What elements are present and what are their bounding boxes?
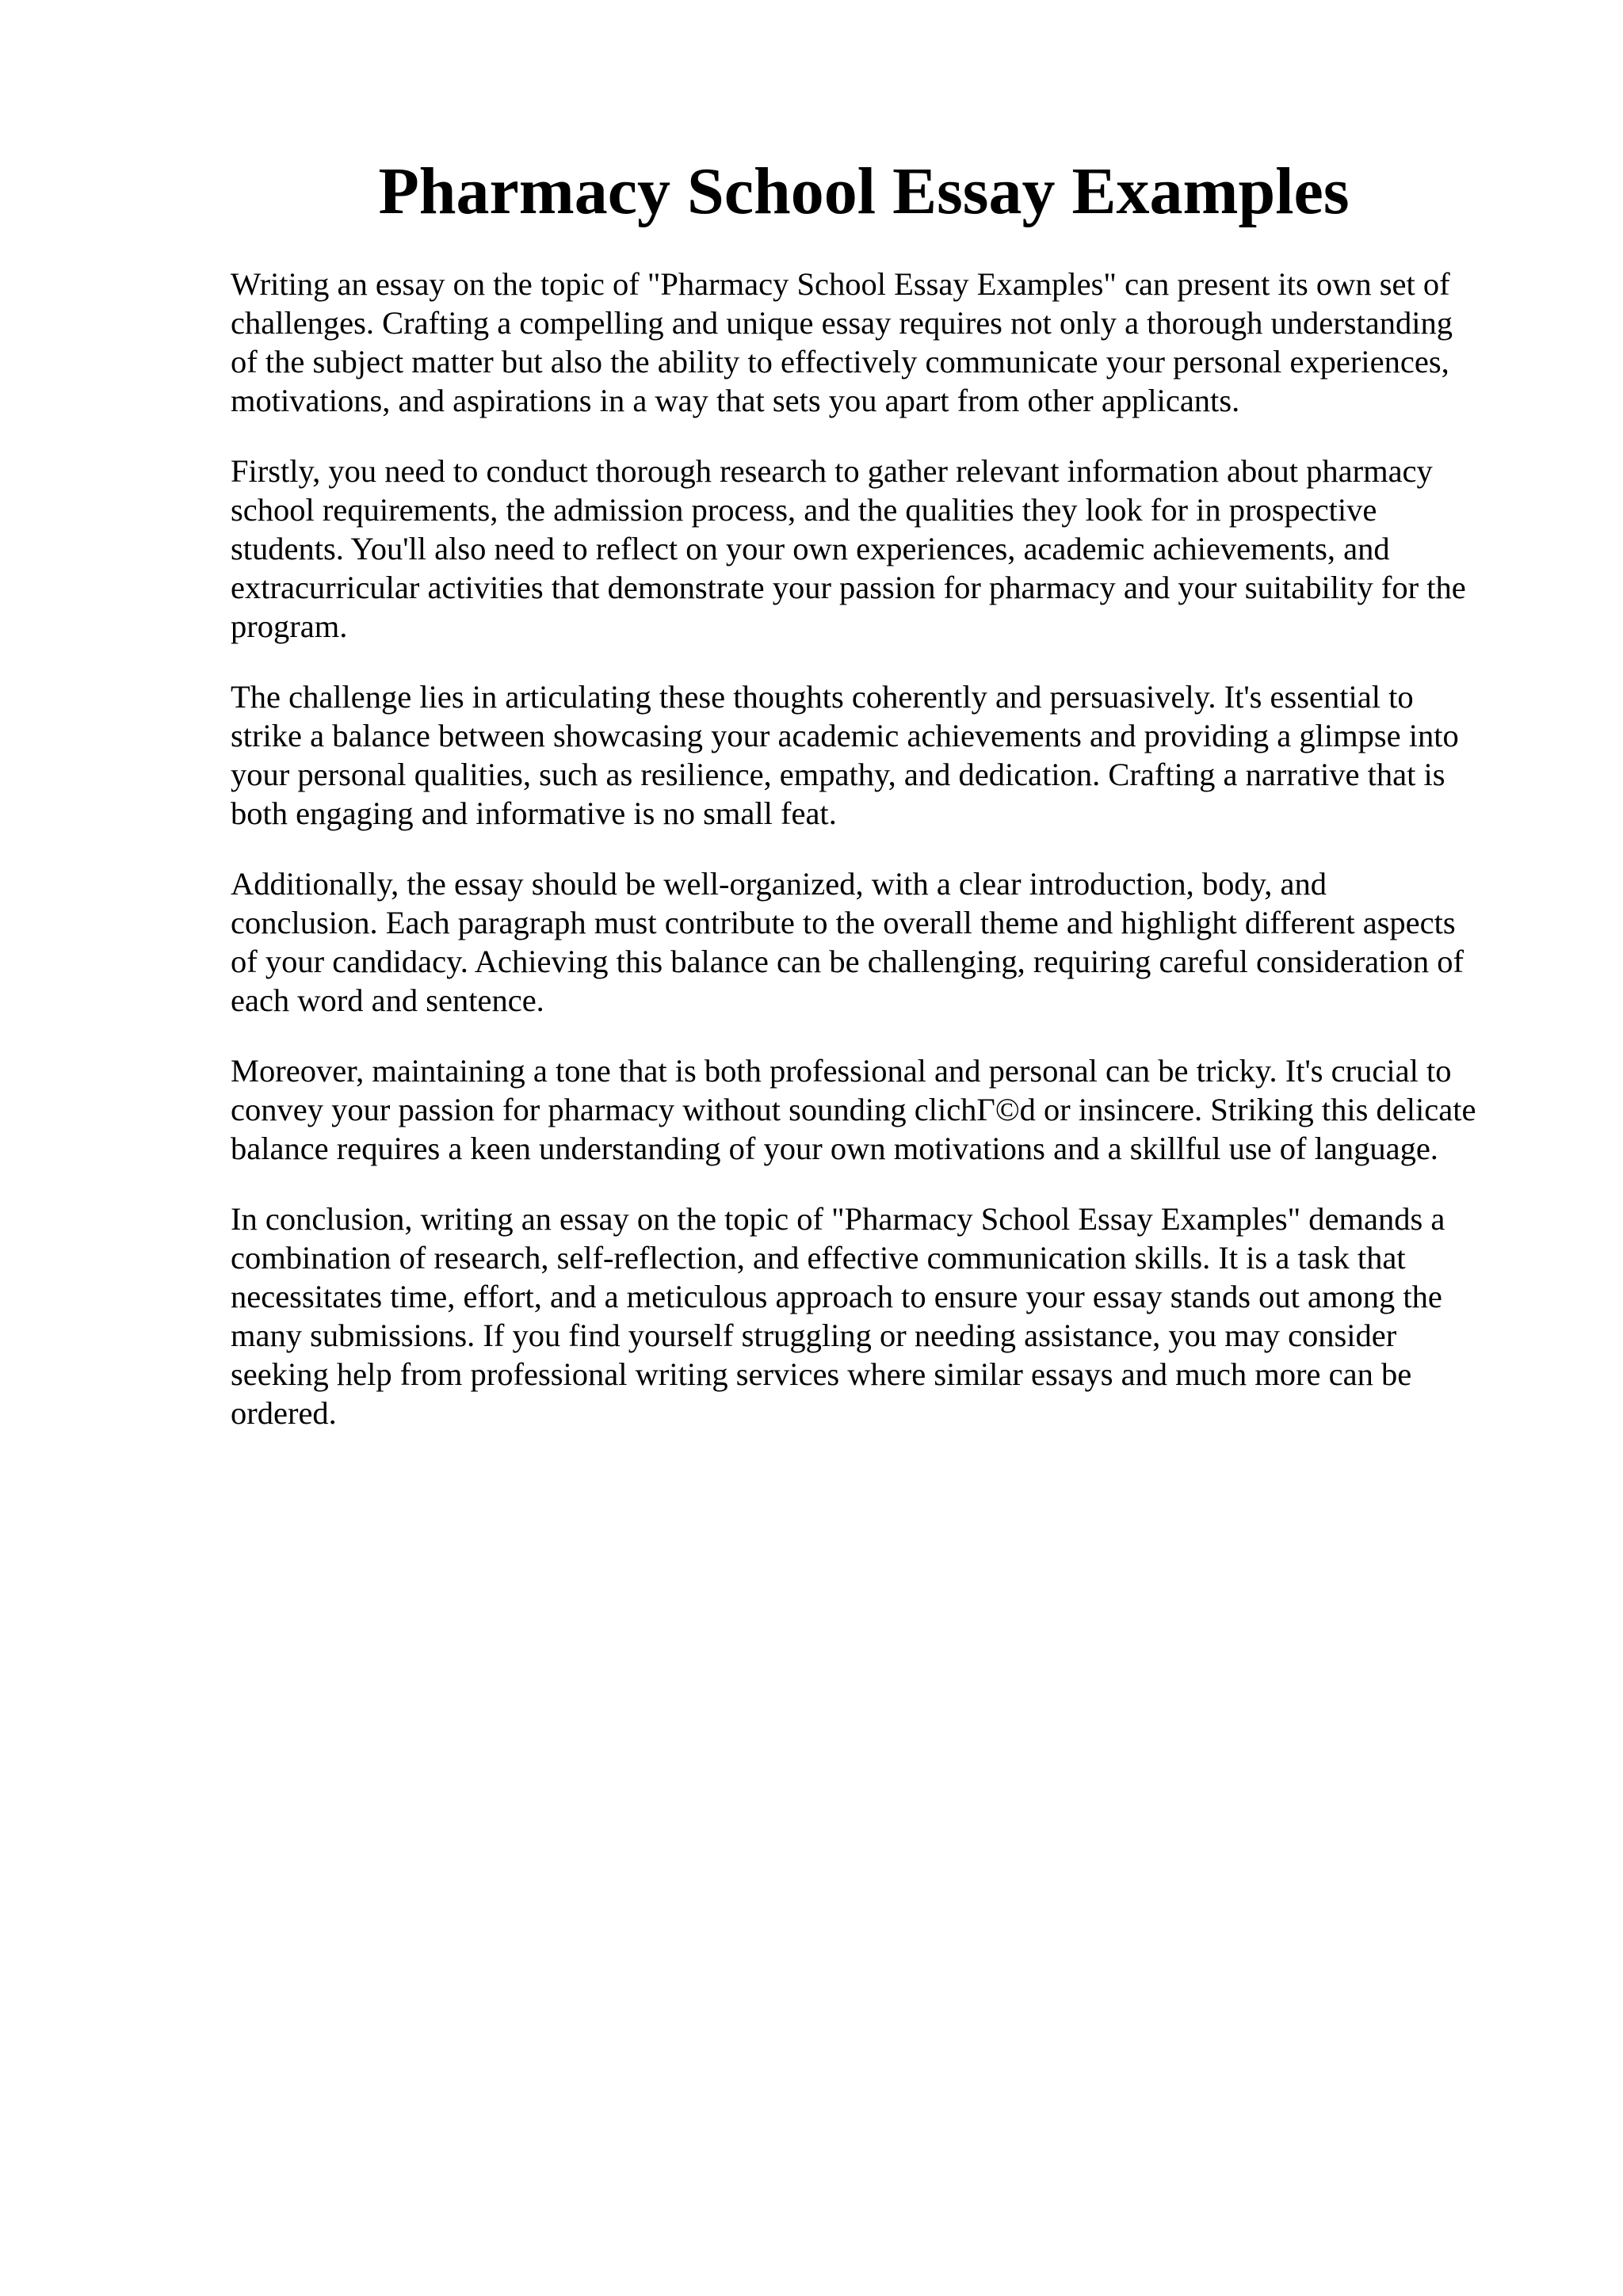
paragraph-line: balance requires a keen understanding of your own motivations and a skillful use of language. bbox=[231, 1131, 1438, 1166]
paragraph-line: motivations, and aspirations in a way that sets you apart from other applicants. bbox=[231, 383, 1240, 418]
paragraph-line: Additionally, the essay should be well-organized, with a clear introduction, body, and bbox=[231, 866, 1327, 902]
paragraph-line: seeking help from professional writing services where similar essays and much more can be bbox=[231, 1356, 1412, 1392]
paragraph-5 bbox=[231, 1051, 1514, 1168]
document-body bbox=[231, 265, 1514, 1464]
paragraph-line: school requirements, the admission process, and the qualities they look for in prospective bbox=[231, 492, 1377, 528]
paragraph-line: challenges. Crafting a compelling and unique essay requires not only a thorough understanding bbox=[231, 305, 1453, 341]
paragraph-line: your personal qualities, such as resilience, empathy, and dedication. Crafting a narrative that is bbox=[231, 757, 1445, 792]
paragraph-line: program. bbox=[231, 608, 348, 644]
paragraph-1 bbox=[231, 265, 1514, 420]
paragraph-line: of your candidacy. Achieving this balance can be challenging, requiring careful consideration of bbox=[231, 944, 1465, 979]
paragraph-3 bbox=[231, 677, 1514, 833]
paragraph-line: In conclusion, writing an essay on the topic of "Pharmacy School Essay Examples" demands a bbox=[231, 1201, 1445, 1237]
paragraph-line: combination of research, self-reflection, and effective communication skills. It is a task that bbox=[231, 1240, 1406, 1276]
document-title: Pharmacy School Essay Examples bbox=[378, 154, 1350, 228]
paragraph-line: both engaging and informative is no small feat. bbox=[231, 795, 837, 831]
paragraph-6 bbox=[231, 1199, 1514, 1432]
paragraph-line: students. You'll also need to reflect on your own experiences, academic achievements, and bbox=[231, 531, 1390, 566]
paragraph-line: Moreover, maintaining a tone that is both professional and personal can be tricky. It's crucial to bbox=[231, 1053, 1452, 1089]
paragraph-4 bbox=[231, 864, 1514, 1020]
paragraph-line: many submissions. If you find yourself struggling or needing assistance, you may consider bbox=[231, 1318, 1397, 1353]
paragraph-line: ordered. bbox=[231, 1395, 337, 1431]
paragraph-line: conclusion. Each paragraph must contribute to the overall theme and highlight different aspects bbox=[231, 905, 1456, 940]
paragraph-line: Firstly, you need to conduct thorough research to gather relevant information about pharmacy bbox=[231, 453, 1433, 489]
paragraph-line: of the subject matter but also the ability to effectively communicate your personal experiences, bbox=[231, 344, 1449, 379]
paragraph-line: each word and sentence. bbox=[231, 982, 544, 1018]
paragraph-line: strike a balance between showcasing your academic achievements and providing a glimpse into bbox=[231, 718, 1459, 753]
paragraph-line: necessitates time, effort, and a meticulous approach to ensure your essay stands out among the bbox=[231, 1279, 1442, 1314]
paragraph-2 bbox=[231, 452, 1514, 646]
paragraph-line: extracurricular activities that demonstrate your passion for pharmacy and your suitability for the bbox=[231, 570, 1466, 605]
paragraph-line: convey your passion for pharmacy without sounding clichΓ©d or insincere. Striking this delicate bbox=[231, 1092, 1476, 1127]
paragraph-line: Writing an essay on the topic of "Pharmacy School Essay Examples" can present its own set of bbox=[231, 266, 1450, 302]
paragraph-line: The challenge lies in articulating these thoughts coherently and persuasively. It's essential to bbox=[231, 679, 1414, 715]
